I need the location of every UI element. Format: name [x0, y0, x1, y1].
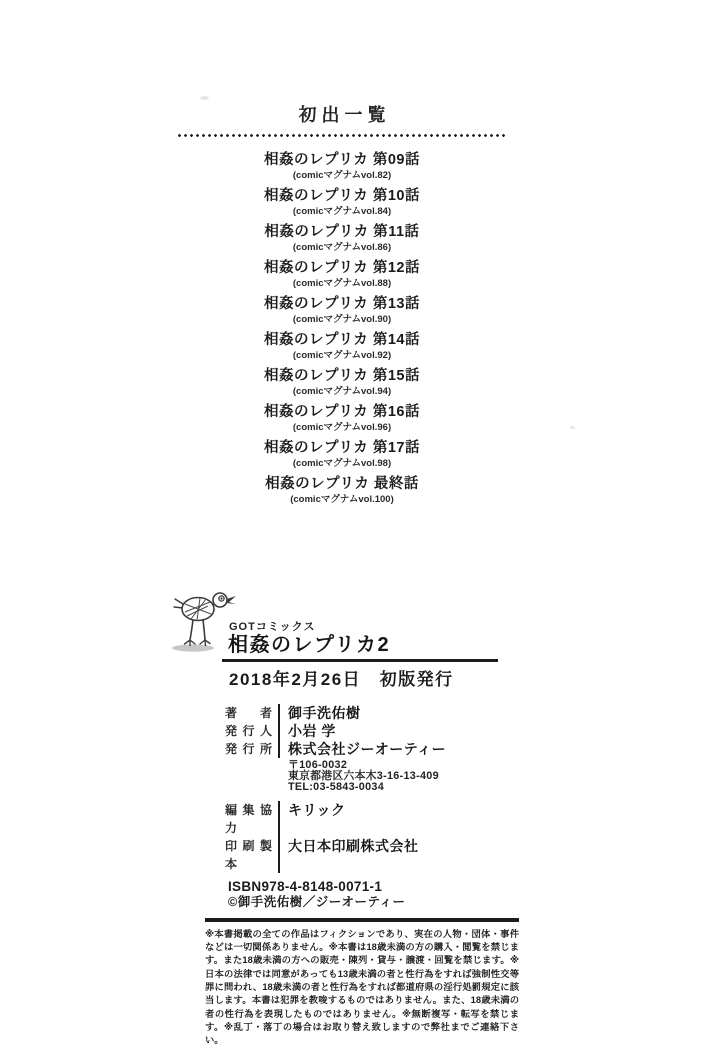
list-item	[178, 366, 506, 398]
entry-source: (comicマグナムvol.96)	[292, 422, 392, 433]
entry-source: (comicマグナムvol.100)	[290, 494, 394, 505]
colophon-label: 印刷製本	[225, 839, 272, 872]
entry-title: 相姦のレプリカ 第13話	[264, 296, 420, 312]
title-rule	[222, 659, 498, 662]
divider-thick	[205, 918, 519, 922]
entry-source: (comicマグナムvol.88)	[292, 278, 392, 289]
colophon-row	[225, 740, 525, 758]
isbn: ISBN978-4-8148-0071-1	[228, 879, 383, 895]
list-item	[178, 186, 506, 218]
entry-list	[178, 150, 506, 506]
entry-title: 相姦のレプリカ 第11話	[264, 224, 420, 240]
bird-doodle-icon	[170, 590, 242, 656]
list-item	[178, 294, 506, 326]
disclaimer-text: ※本書掲載の全ての作品はフィクションであり、実在の人物・団体・事件などは一切関係ありません。※本書は18歳未満の方の購入・閲覧を禁じます。また18歳未満の方への販売・陳列・貸与・譲渡・回覧を禁じます。※日本の法律では同意があっても13歳未満の者と性行為をすれば強制性交等罪に問われ、18歳未満の者と性行為をすれば都道府県の淫行処罰規定に該当します。本書は犯罪を教唆するものではありません。また、18歳未満の者の性行為を表現したものではありません。※無断複写・転写を禁じます。※乱丁・落丁の場合はお取り替え致しますので弊社までご連絡下さい。	[205, 928, 519, 1046]
colophon-label: 発 行 所	[225, 741, 272, 756]
entry-source: (comicマグナムvol.82)	[292, 170, 392, 181]
entry-title: 相姦のレプリカ 第17話	[264, 440, 420, 456]
entry-source: (comicマグナムvol.84)	[292, 206, 392, 217]
address-line: 〒106-0032	[288, 758, 348, 771]
list-item	[178, 222, 506, 254]
colophon-label: 編集協力	[225, 803, 272, 836]
colophon-row	[225, 704, 525, 722]
scan-smudge	[200, 96, 209, 100]
book-title: 相姦のレプリカ2	[228, 634, 391, 656]
colophon-value: 大日本印刷株式会社	[278, 837, 419, 873]
list-item	[178, 474, 506, 506]
address-line: TEL:03-5843-0034	[288, 781, 385, 794]
colophon-value: キリック	[278, 801, 345, 837]
list-item	[178, 150, 506, 182]
colophon-label: 発 行 人	[225, 723, 272, 738]
entry-source: (comicマグナムvol.86)	[292, 242, 392, 253]
entry-source: (comicマグナムvol.90)	[292, 314, 392, 325]
list-item	[178, 402, 506, 434]
colophon-row	[225, 722, 525, 740]
entry-title: 相姦のレプリカ 第14話	[264, 332, 420, 348]
colophon-value: 株式会社ジーオーティー	[278, 740, 446, 758]
copyright-line: ©御手洗佑樹／ジーオーティー	[228, 895, 406, 910]
imprint-label: GOTコミックス	[229, 621, 316, 633]
entry-title: 相姦のレプリカ 第10話	[264, 188, 420, 204]
colophon-value: 御手洗佑樹	[278, 704, 361, 722]
address-line: 東京都港区六本木3-16-13-409	[288, 769, 439, 782]
list-item	[178, 258, 506, 290]
publisher-section	[165, 590, 525, 1048]
first-appearance-section	[178, 104, 506, 510]
colophon-label: 著 者	[225, 705, 272, 720]
entry-source: (comicマグナムvol.92)	[292, 350, 392, 361]
entry-title: 相姦のレプリカ 第12話	[264, 260, 420, 276]
colophon-table	[225, 704, 525, 874]
scan-smudge	[570, 426, 575, 429]
colophon-row	[225, 801, 525, 837]
publisher-address	[288, 758, 525, 795]
list-item	[178, 438, 506, 470]
list-item	[178, 330, 506, 362]
entry-source: (comicマグナムvol.94)	[292, 386, 392, 397]
colophon-row	[225, 837, 525, 873]
dotted-divider	[178, 134, 506, 137]
section-title: 初出一覧	[298, 105, 391, 125]
entry-title: 相姦のレプリカ 最終話	[265, 476, 419, 492]
edition-date: 2018年2月26日 初版発行	[229, 669, 454, 689]
entry-title: 相姦のレプリカ 第16話	[264, 404, 420, 420]
entry-title: 相姦のレプリカ 第09話	[264, 152, 420, 168]
entry-title: 相姦のレプリカ 第15話	[264, 368, 420, 384]
colophon-value: 小岩 学	[278, 722, 336, 740]
entry-source: (comicマグナムvol.98)	[292, 458, 392, 469]
